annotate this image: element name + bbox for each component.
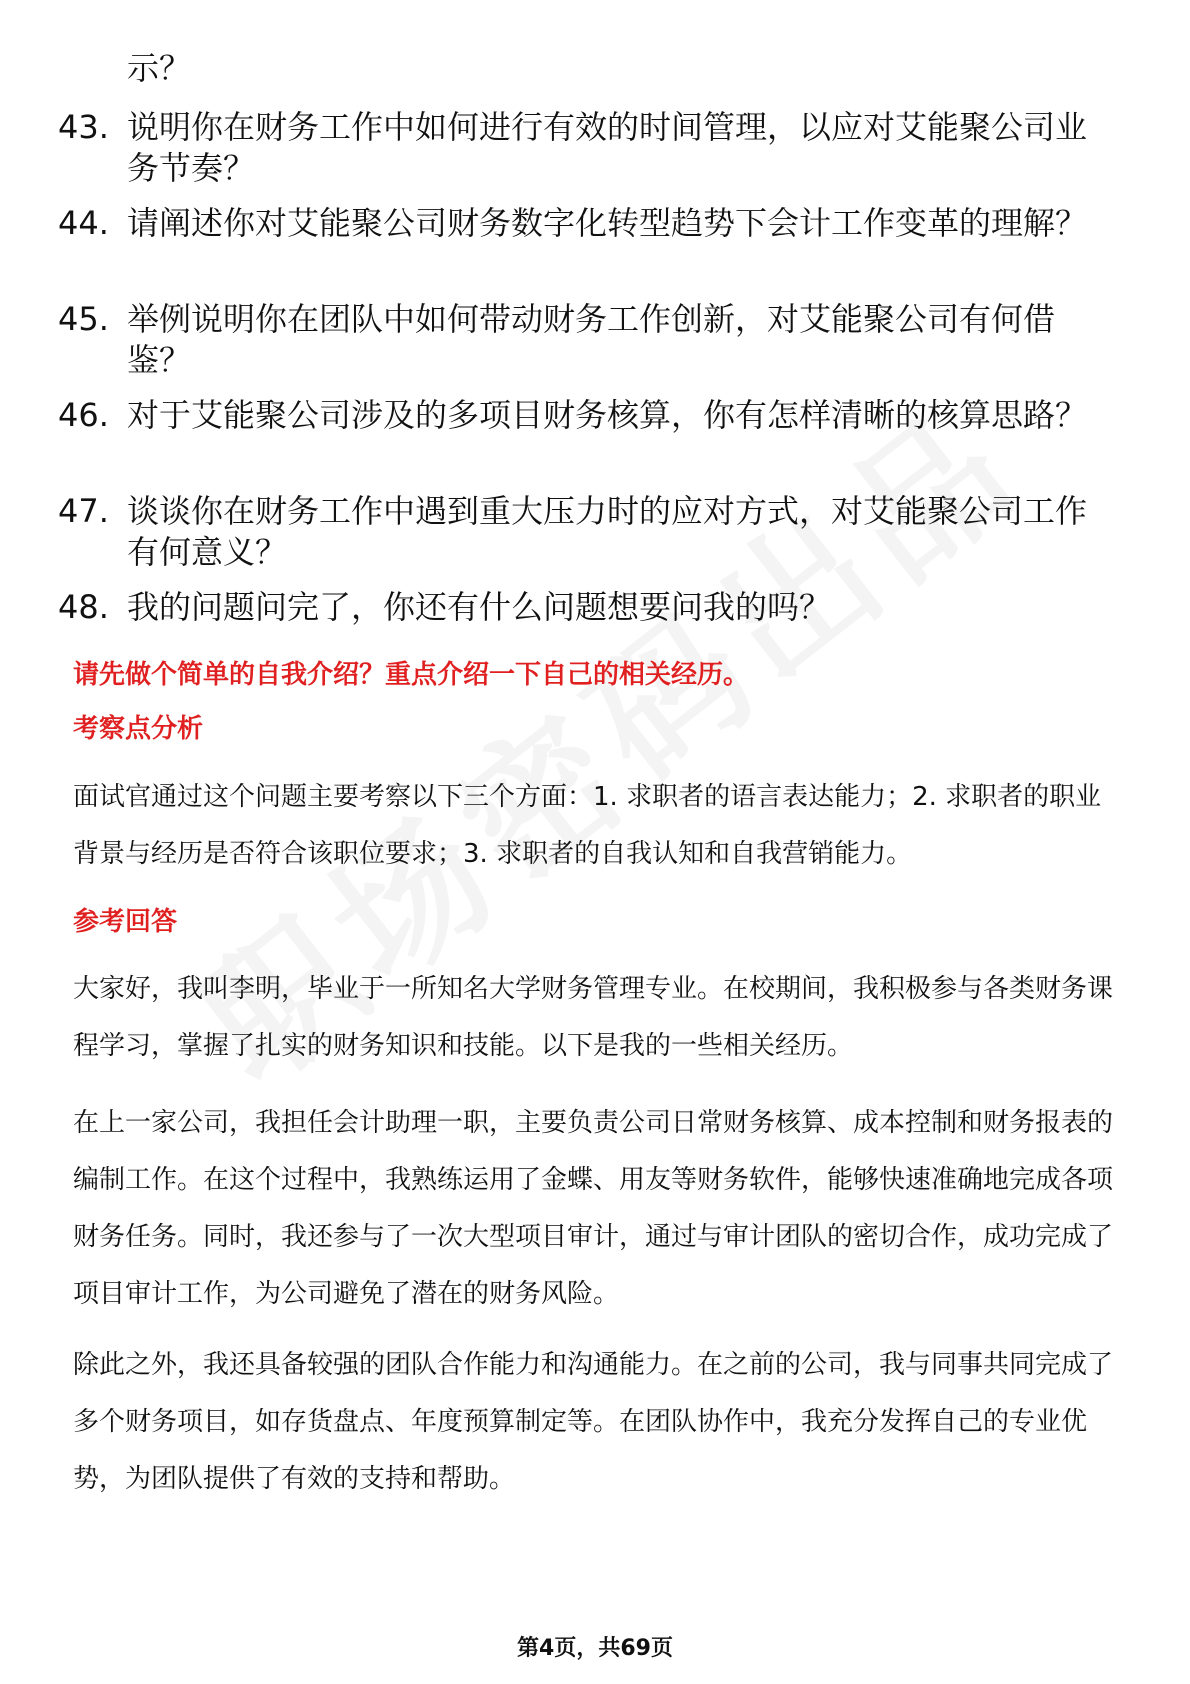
question-number: 45. (58, 300, 109, 338)
answer-paragraph-3: 除此之外，我还具备较强的团队合作能力和沟通能力。在之前的公司，我与同事共同完成了多个财务项目，如存货盘点、年度预算制定等。在团队协作中，我充分发挥自己的专业优势，为团队提供了有效的支持和帮助。 (73, 1350, 1114, 1494)
answer-paragraph-2: 在上一家公司，我担任会计助理一职，主要负责公司日常财务核算、成本控制和财务报表的编制工作。在这个过程中，我熟练运用了金蝶、用友等财务软件，能够快速准确地完成各项财务任务。同时，我还参与了一次大型项目审计，通过与审计团队的密切合作，成功完成了项目审计工作，为公司避免了潜在的财务风险。 (73, 1108, 1114, 1309)
question-number: 46. (58, 396, 109, 434)
analysis-paragraph: 面试官通过这个问题主要考察以下三个方面：1. 求职者的语言表达能力；2. 求职者的职业背景与经历是否符合该职位要求；3. 求职者的自我认知和自我营销能力。 (73, 782, 1102, 869)
question-text: 请阐述你对艾能聚公司财务数字化转型趋势下会计工作变革的理解？ (127, 204, 1088, 242)
question-text: 说明你在财务工作中如何进行有效的时间管理，以应对艾能聚公司业务节奏？ (127, 108, 1088, 187)
question-number: 44. (58, 204, 109, 242)
question-text: 举例说明你在团队中如何带动财务工作创新，对艾能聚公司有何借鉴？ (127, 300, 1056, 379)
question-text: 对于艾能聚公司涉及的多项目财务核算，你有怎样清晰的核算思路？ (127, 396, 1088, 434)
page-number: 第4页，共69页 (517, 1636, 673, 1661)
question-number: 43. (58, 108, 109, 146)
answer-paragraph-1: 大家好，我叫李明，毕业于一所知名大学财务管理专业。在校期间，我积极参与各类财务课程学习，掌握了扎实的财务知识和技能。以下是我的一些相关经历。 (73, 974, 1114, 1061)
question-continuation-text: 示？ (127, 49, 192, 87)
question-text: 我的问题问完了，你还有什么问题想要问我的吗？ (127, 588, 832, 626)
question-number: 47. (58, 492, 109, 530)
analysis-heading: 考察点分析 (73, 714, 204, 744)
answer-heading: 参考回答 (73, 907, 178, 937)
question-number: 48. (58, 588, 109, 626)
question-text: 谈谈你在财务工作中遇到重大压力时的应对方式，对艾能聚公司工作有何意义？ (127, 492, 1088, 571)
interview-question-title: 请先做个简单的自我介绍？重点介绍一下自己的相关经历。 (73, 660, 750, 690)
